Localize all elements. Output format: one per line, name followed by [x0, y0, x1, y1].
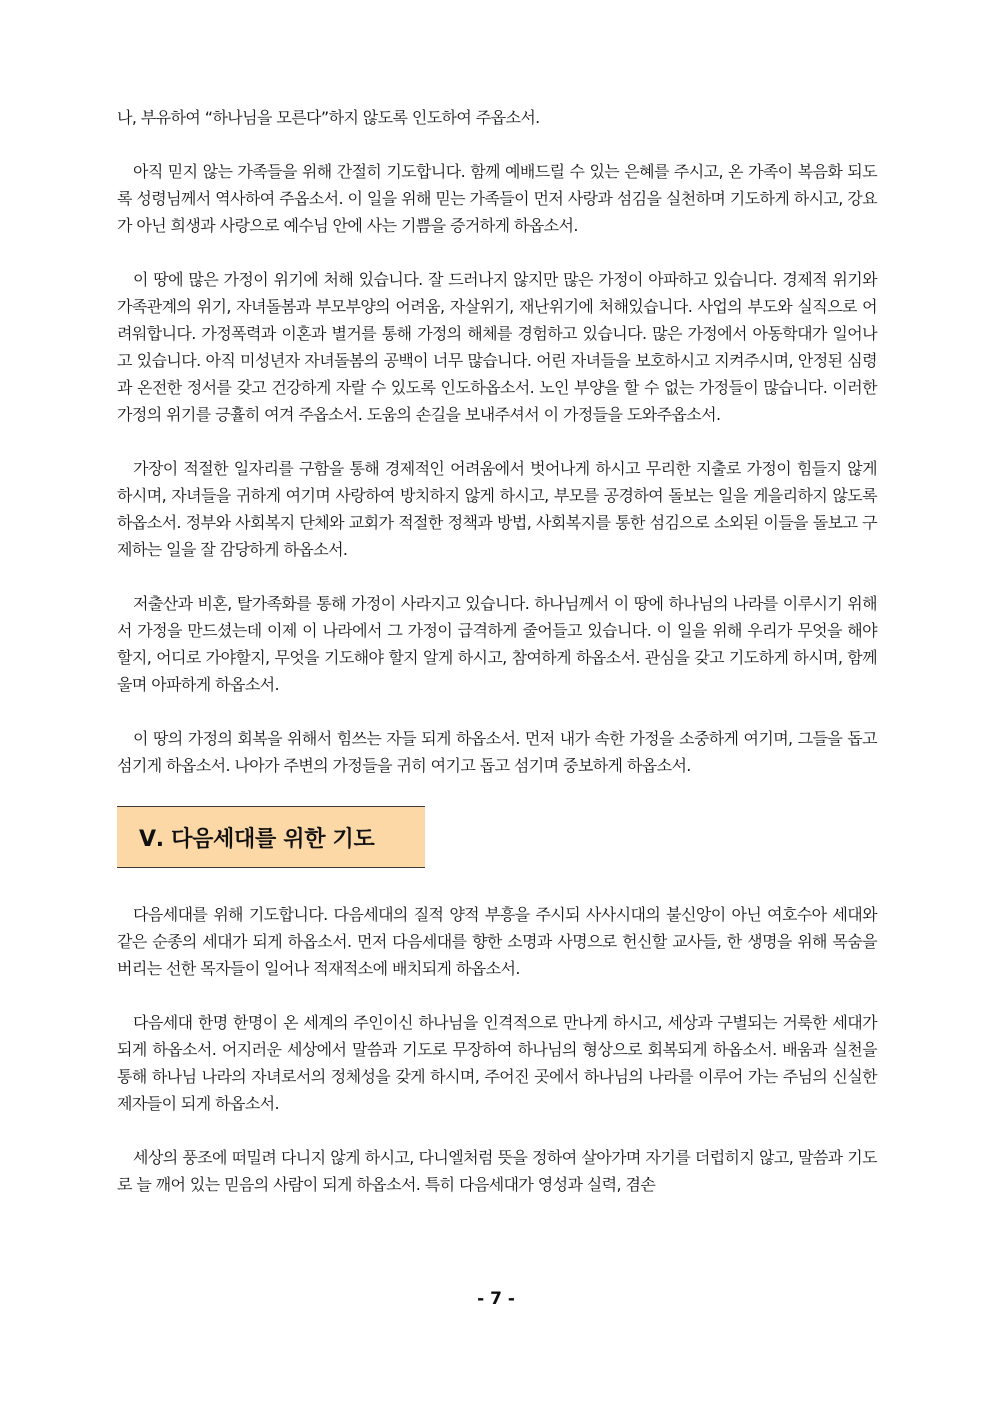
- paragraph: 다음세대를 위해 기도합니다. 다음세대의 질적 양적 부흥을 주시되 사사시대의 불신앙이 아닌 여호수아 세대와 같은 순종의 세대가 되게 하옵소서. 먼저 다음세대를 향한 소명과 사명으로 헌신할 교사들, 한 생명을 위해 목숨을 버리는 선한 목자들이 일어나 적재적소에 배치되게 하옵소서.: [117, 905, 877, 978]
- section-title: Ⅴ. 다음세대를 위한 기도: [139, 826, 375, 852]
- paragraph-gap: [117, 563, 877, 590]
- paragraph: 저출산과 비혼, 탈가족화를 통해 가정이 사라지고 있습니다. 하나님께서 이 땅에 하나님의 나라를 이루시기 위해서 가정을 만드셨는데 이제 이 나라에서 그 가정이 급격하게 줄어들고 있습니다. 이 일을 위해 우리가 무엇을 해야 할지, 어디로 가야할지, 무엇을 기도해야 할지 알게 하시고, 참여하게 하옵소서. 관심을 갖고 기도하게 하시며, 함께 울며 아파하게 하옵소서.: [117, 594, 877, 694]
- section-heading-box: [117, 806, 425, 868]
- paragraph-gap: [117, 982, 877, 1009]
- prayer-paragraphs-next-generation: [117, 901, 877, 1198]
- document-body: [117, 104, 877, 1198]
- page-number: - 7 -: [477, 1289, 515, 1309]
- paragraph: 세상의 풍조에 떠밀려 다니지 않게 하시고, 다니엘처럼 뜻을 정하여 살아가며 자기를 더럽히지 않고, 말씀과 기도로 늘 깨어 있는 믿음의 사람이 되게 하옵소서. 특히 다음세대가 영성과 실력, 겸손: [117, 1148, 877, 1194]
- paragraph-gap: [117, 1117, 877, 1144]
- paragraph-gap: [117, 239, 877, 266]
- paragraph: 나, 부유하여 “하나님을 모른다”하지 않도록 인도하여 주옵소서.: [117, 108, 540, 127]
- paragraph: 다음세대 한명 한명이 온 세계의 주인이신 하나님을 인격적으로 만나게 하시고, 세상과 구별되는 거룩한 세대가 되게 하옵소서. 어지러운 세상에서 말씀과 기도로 무장하여 하나님의 형상으로 회복되게 하옵소서. 배움과 실천을 통해 하나님 나라의 자녀로서의 정체성을 갖게 하시며, 주어진 곳에서 하나님의 나라를 이루어 가는 주님의 신실한 제자들이 되게 하옵소서.: [117, 1013, 877, 1113]
- paragraph: 이 땅에 많은 가정이 위기에 처해 있습니다. 잘 드러나지 않지만 많은 가정이 아파하고 있습니다. 경제적 위기와 가족관계의 위기, 자녀돌봄과 부모부양의 어려움, 자살위기, 재난위기에 처해있습니다. 사업의 부도와 실직으로 어려워합니다. 가정폭력과 이혼과 별거를 통해 가정의 해체를 경험하고 있습니다. 많은 가정에서 아동학대가 일어나고 있습니다. 아직 미성년자 자녀돌봄의 공백이 너무 많습니다. 어린 자녀들을 보호하시고 지켜주시며, 안정된 심령과 온전한 정서를 갖고 건강하게 자랄 수 있도록 인도하옵소서. 노인 부양을 할 수 없는 가정들이 많습니다. 이러한 가정의 위기를 긍휼히 여겨 주옵소서. 도움의 손길을 보내주셔서 이 가정들을 도와주옵소서.: [117, 270, 877, 424]
- prayer-paragraphs-family: [117, 104, 877, 779]
- paragraph: 이 땅의 가정의 회복을 위해서 힘쓰는 자들 되게 하옵소서. 먼저 내가 속한 가정을 소중하게 여기며, 그들을 돕고 섬기게 하옵소서. 나아가 주변의 가정들을 귀히 여기고 돕고 섬기며 중보하게 하옵소서.: [117, 729, 877, 775]
- paragraph-gap: [117, 131, 877, 158]
- paragraph-gap: [117, 428, 877, 455]
- paragraph: 아직 믿지 않는 가족들을 위해 간절히 기도합니다. 함께 예배드릴 수 있는 은혜를 주시고, 온 가족이 복음화 되도록 성령님께서 역사하여 주옵소서. 이 일을 위해 믿는 가족들이 먼저 사랑과 섬김을 실천하며 기도하게 하시고, 강요가 아닌 희생과 사랑으로 예수님 안에 사는 기쁨을 증거하게 하옵소서.: [117, 162, 877, 235]
- paragraph: 가장이 적절한 일자리를 구함을 통해 경제적인 어려움에서 벗어나게 하시고 무리한 지출로 가정이 힘들지 않게 하시며, 자녀들을 귀하게 여기며 사랑하여 방치하지 않게 하시고, 부모를 공경하여 돌보는 일을 게을리하지 않도록 하옵소서. 정부와 사회복지 단체와 교회가 적절한 정책과 방법, 사회복지를 통한 섬김으로 소외된 이들을 돌보고 구제하는 일을 잘 감당하게 하옵소서.: [117, 459, 877, 559]
- paragraph-gap: [117, 698, 877, 725]
